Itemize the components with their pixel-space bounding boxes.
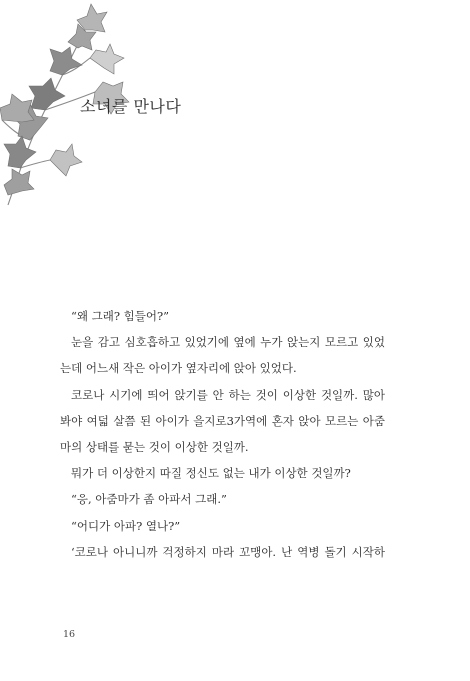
paragraph-line: “응, 아줌마가 좀 아파서 그래.” xyxy=(71,492,227,507)
paragraph-line: 뭐가 더 이상한지 따질 정신도 없는 내가 이상한 것일까? xyxy=(71,466,351,481)
chapter-title: 소녀를 만나다 xyxy=(80,97,182,116)
page-number: 16 xyxy=(63,629,76,640)
paragraph-line: 눈을 감고 심호흡하고 있었기에 옆에 누가 앉는지 모르고 있었 xyxy=(71,335,385,350)
paragraph-line: 코로나 시기에 띄어 앉기를 안 하는 것이 이상한 것일까. 많아 xyxy=(71,387,385,402)
paragraph-line: ‘코로나 아니니까 걱정하지 마라 꼬맹아. 난 역병 돌기 시작하 xyxy=(71,544,385,559)
paragraph-line: “어디가 아파? 열나?” xyxy=(71,518,181,533)
body-text xyxy=(60,303,385,565)
paragraph-line: 마의 상태를 묻는 것이 이상한 것일까. xyxy=(60,439,249,454)
paragraph-line: “왜 그래? 힘들어?” xyxy=(71,309,170,323)
paragraph-line: 는데 어느새 작은 아이가 옆자리에 앉아 있었다. xyxy=(60,361,297,376)
paragraph-line: 봐야 여덟 살쯤 된 아이가 을지로3가역에 혼자 앉아 모르는 아줌 xyxy=(60,413,385,428)
